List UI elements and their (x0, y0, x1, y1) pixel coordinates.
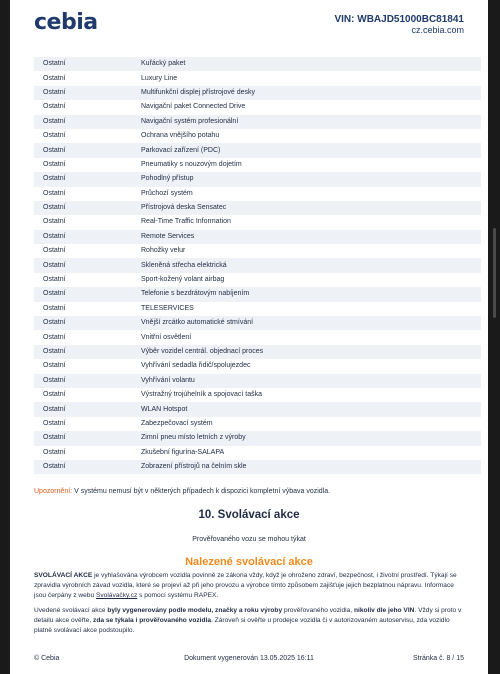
equipment-item: Pneumatiky s nouzovým dojetím (141, 160, 242, 168)
equipment-category: Ostatní (43, 218, 66, 226)
equipment-category: Ostatní (43, 160, 66, 168)
equipment-row (34, 143, 481, 157)
equipment-item: Pohodlný přístup (141, 175, 194, 183)
equipment-item: Ochrana vnějšího potahu (141, 132, 220, 140)
equipment-item: Zkušební figurína-SALAPA (141, 448, 225, 456)
equipment-row (34, 258, 481, 272)
equipment-item: Vnitřní osvětlení (141, 333, 192, 341)
equipment-row (34, 388, 481, 402)
recall-intro-paragraph (34, 571, 464, 601)
equipment-category: Ostatní (43, 348, 66, 355)
equipment-item: Zabezpečovací systém (141, 419, 213, 427)
equipment-row (34, 57, 481, 71)
equipment-row (34, 244, 481, 258)
note-bold: zda se týkala i prověřovaného vozidla (93, 617, 212, 624)
equipment-row (34, 374, 481, 388)
site-link[interactable]: cz.cebia.com (411, 25, 464, 35)
equipment-item: Kuřácký paket (141, 60, 186, 68)
equipment-category: Ostatní (43, 333, 66, 341)
equipment-category: Ostatní (43, 132, 66, 140)
equipment-item: Skleněná střecha elektrická (141, 261, 227, 269)
equipment-item: Luxury Line (141, 74, 178, 82)
equipment-notice (34, 488, 330, 495)
equipment-row (34, 446, 481, 460)
section-title: 10. Svolávací akce (198, 509, 300, 521)
equipment-row (34, 129, 481, 143)
equipment-row (34, 115, 481, 129)
found-recalls-title: Nalezené svolávací akce (185, 556, 313, 568)
note-part: . Zároveň si ověřte u prodejce vozidla či v autorizovaném autoservisu, zda vozidlo platně svolávací akce podstoupilo. (34, 617, 450, 634)
equipment-category: Ostatní (43, 448, 66, 456)
equipment-category: Ostatní (43, 419, 66, 427)
equipment-category: Ostatní (43, 189, 66, 197)
cebia-logo: cebia (34, 10, 98, 35)
equipment-item: TELESERVICES (141, 304, 194, 312)
equipment-category: Ostatní (43, 276, 66, 284)
equipment-row (34, 187, 481, 201)
equipment-row (34, 230, 481, 244)
equipment-item: Zimní pneu místo letních z výroby (141, 434, 246, 442)
equipment-row (34, 158, 481, 172)
recall-note-paragraph (34, 606, 464, 636)
equipment-row (34, 431, 481, 445)
equipment-item: Vyhřívání sedadla řidič/spolujezdec (141, 362, 251, 370)
section-subtitle: Prověřovaného vozu se mohou týkat (192, 536, 306, 543)
equipment-category: Ostatní (43, 175, 66, 183)
note-part: Uvedené svolávací akce (34, 607, 108, 614)
equipment-item: Telefonie s bezdrátovým nabíjením (141, 290, 250, 298)
equipment-item: Remote Services (141, 232, 195, 240)
equipment-row (34, 359, 481, 373)
equipment-item: Výběr vozidel centrál. objednací proces (141, 348, 264, 355)
equipment-row (34, 71, 481, 85)
equipment-category: Ostatní (43, 376, 66, 384)
equipment-item: Průchozí systém (141, 189, 193, 197)
equipment-row (34, 460, 481, 474)
equipment-row (34, 316, 481, 330)
equipment-row (34, 100, 481, 114)
equipment-category: Ostatní (43, 146, 66, 154)
equipment-row (34, 215, 481, 229)
equipment-category: Ostatní (43, 434, 66, 442)
equipment-category: Ostatní (43, 60, 66, 68)
equipment-item: Rohožky velur (141, 247, 186, 255)
page-footer (34, 655, 464, 667)
equipment-category: Ostatní (43, 247, 66, 255)
svolavacky-link[interactable]: Svolávačky.cz (95, 592, 138, 599)
note-bold: byly vygenerovány podle modelu, značky a roku výroby (107, 607, 283, 614)
equipment-category: Ostatní (43, 319, 66, 327)
equipment-item: Real-Time Traffic Information (141, 218, 231, 226)
equipment-item: Parkovací zařízení (PDC) (141, 146, 221, 154)
equipment-item: Výstražný trojúhelník a spojovací taška (141, 391, 263, 399)
equipment-row (34, 287, 481, 301)
equipment-row (34, 417, 481, 431)
equipment-item: Vyhřívání volantu (141, 376, 195, 384)
equipment-row (34, 330, 481, 344)
equipment-row (34, 345, 481, 359)
equipment-category: Ostatní (43, 117, 66, 125)
equipment-category: Ostatní (43, 362, 66, 370)
equipment-item: Navigační systém profesionální (141, 117, 239, 125)
equipment-category: Ostatní (43, 304, 66, 312)
notice-label: Upozornění: (34, 488, 73, 495)
equipment-category: Ostatní (43, 204, 66, 212)
report-page (10, 0, 488, 674)
equipment-category: Ostatní (43, 88, 66, 96)
scrollbar[interactable] (488, 0, 500, 674)
scrollbar-thumb[interactable] (493, 228, 496, 318)
equipment-row (34, 302, 481, 316)
equipment-item: Zobrazení přístrojů na čelním skle (141, 463, 247, 471)
equipment-item: WLAN Hotspot (141, 405, 188, 413)
equipment-row (34, 273, 481, 287)
notice-text: V systému nemusí být v některých případech k dispozici kompletní výbava vozidla. (72, 488, 331, 495)
equipment-category: Ostatní (43, 103, 66, 111)
equipment-row (34, 86, 481, 100)
vin-label: VIN: WBAJD51000BC81841 (334, 14, 464, 25)
note-part: prověřovaného vozidla, (282, 607, 354, 614)
equipment-row (34, 402, 481, 416)
recall-term: SVOLÁVACÍ AKCE (34, 572, 93, 579)
page-header (34, 10, 464, 36)
equipment-item: Přístrojová deska Sensatec (141, 204, 227, 212)
equipment-item: Vnější zrcátko automatické stmívání (141, 319, 254, 327)
recall-intro-end: s pomocí systému RAPEX. (137, 592, 219, 599)
recall-intro-text: je vyhlašována výrobcem vozidla povinně ze zákona vždy, když je ohroženo zdraví, bezpečnost, i životní prostředí. Týkají se zpravidla výrobních závad vozidla, které se projeví až při jeho provozu a výrobce tímto způsobem zajišťuje jejich bezplatnou nápravu. Informace jsou čerpány z webu (34, 572, 457, 599)
equipment-category: Ostatní (43, 232, 66, 240)
equipment-category: Ostatní (43, 463, 66, 471)
equipment-category: Ostatní (43, 405, 66, 413)
equipment-item: Navigační paket Connected Drive (141, 103, 246, 111)
equipment-item: Multifunkční displej přístrojové desky (141, 88, 255, 96)
footer-page-number: Stránka č. 8 / 15 (413, 655, 464, 662)
equipment-row (34, 172, 481, 186)
equipment-table (34, 57, 481, 474)
footer-generated: Dokument vygenerován 13.05.2025 16:11 (184, 655, 314, 662)
equipment-category: Ostatní (43, 391, 66, 399)
note-part: . Vždy si proto v detailu akce ověřte, (34, 607, 462, 624)
equipment-category: Ostatní (43, 290, 66, 298)
footer-copyright: © Cebia (34, 655, 60, 662)
note-bold: nikoliv dle jeho VIN (353, 607, 415, 614)
equipment-category: Ostatní (43, 261, 66, 269)
equipment-category: Ostatní (43, 74, 66, 82)
equipment-item: Sport-kožený volant airbag (141, 276, 225, 284)
equipment-row (34, 201, 481, 215)
